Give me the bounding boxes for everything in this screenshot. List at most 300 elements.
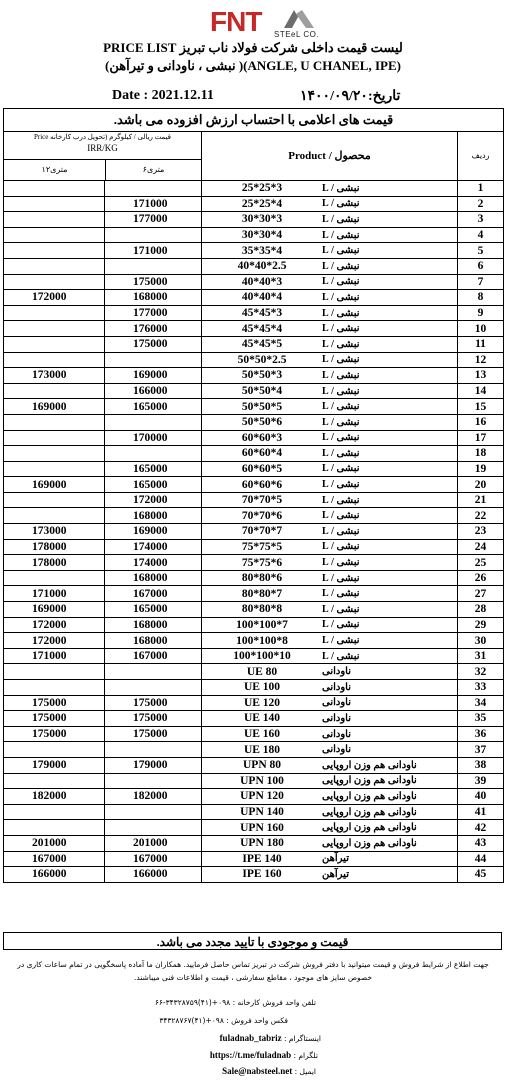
table-row bbox=[4, 696, 503, 712]
type-cell: نبشی / L bbox=[322, 290, 458, 305]
price-12m-cell bbox=[4, 820, 105, 835]
price-6m-cell bbox=[105, 415, 202, 430]
price-6m-cell: 174000 bbox=[105, 540, 202, 555]
price-6m-cell: 170000 bbox=[105, 431, 202, 446]
type-cell: ناودانی bbox=[322, 711, 458, 726]
price-6m-cell: 167000 bbox=[105, 586, 202, 601]
date-en: Date : 2021.12.11 bbox=[112, 88, 214, 103]
row-number-cell: 35 bbox=[474, 712, 487, 725]
table-row bbox=[4, 337, 503, 353]
size-cell: IPE 140 bbox=[242, 852, 282, 865]
size-cell: 40*40*3 bbox=[241, 275, 283, 288]
size-cell: 30*30*4 bbox=[241, 229, 283, 242]
price-6m-cell: 175000 bbox=[105, 696, 202, 711]
price-6m-cell: 171000 bbox=[105, 197, 202, 212]
price-6m-cell: 177000 bbox=[105, 212, 202, 227]
table-row bbox=[4, 852, 503, 868]
row-number-cell: 23 bbox=[474, 525, 487, 538]
row-number-cell: 16 bbox=[474, 416, 487, 429]
row-number-cell: 3 bbox=[477, 213, 484, 226]
table-row bbox=[4, 680, 503, 696]
price-6m-cell: 182000 bbox=[105, 789, 202, 804]
size-cell: UPN 80 bbox=[242, 759, 281, 772]
price-6m-cell bbox=[105, 181, 202, 196]
row-number-cell: 17 bbox=[474, 431, 487, 444]
price-12m-cell: 178000 bbox=[4, 540, 105, 555]
footer-note-line1: جهت اطلاع از شرایط فروش و قیمت میتوانید با دفتر فروش شرکت در تبریز تماس حاصل فرمایید. همکاران ما آماده پاسخگویی در تمام ساعات کاری در bbox=[17, 960, 489, 969]
table-row bbox=[4, 508, 503, 524]
price-12m-cell bbox=[4, 571, 105, 586]
size-cell: 70*70*6 bbox=[241, 509, 283, 522]
price-12m-cell: 166000 bbox=[4, 867, 105, 882]
price-12m-cell: 171000 bbox=[4, 649, 105, 664]
size-cell: 25*25*4 bbox=[241, 197, 283, 210]
footer-note bbox=[8, 958, 498, 984]
size-cell: UPN 100 bbox=[240, 774, 284, 787]
size-cell: 45*45*4 bbox=[241, 322, 283, 335]
type-cell: نبشی / L bbox=[322, 321, 458, 336]
type-cell: نبشی / L bbox=[322, 493, 458, 508]
row-number-cell: 43 bbox=[474, 837, 487, 850]
price-6m-cell: 167000 bbox=[105, 649, 202, 664]
row-number-cell: 6 bbox=[477, 260, 484, 273]
price-6m-cell bbox=[105, 259, 202, 274]
type-cell: نبشی / L bbox=[322, 571, 458, 586]
table-row bbox=[4, 446, 503, 462]
logo-subtext: STEeL CO. bbox=[274, 30, 320, 39]
type-cell: ناودانی هم وزن اروپایی bbox=[322, 820, 458, 835]
row-number-cell: 5 bbox=[477, 244, 484, 257]
price-12m-cell: 172000 bbox=[4, 290, 105, 305]
page-subtitle: (ANGLE, U CHANEL, IPE)( نبشی ، ناودانی و تیرآهن) bbox=[105, 58, 401, 73]
row-number-cell: 31 bbox=[474, 650, 487, 663]
price-6m-cell: 179000 bbox=[105, 758, 202, 773]
size-cell: UPN 180 bbox=[240, 837, 284, 850]
price-12m-cell: 175000 bbox=[4, 696, 105, 711]
table-row bbox=[4, 415, 503, 431]
price-12m-cell bbox=[4, 306, 105, 321]
row-number-cell: 10 bbox=[474, 322, 487, 335]
price-12m-cell: 171000 bbox=[4, 586, 105, 601]
row-number-cell: 21 bbox=[474, 494, 487, 507]
price-6m-cell: 177000 bbox=[105, 306, 202, 321]
type-cell: ناودانی هم وزن اروپایی bbox=[322, 774, 458, 789]
row-number-cell: 22 bbox=[474, 509, 487, 522]
type-cell: نبشی / L bbox=[322, 602, 458, 617]
price-6m-cell: 165000 bbox=[105, 477, 202, 492]
price-6m-cell: 166000 bbox=[105, 867, 202, 882]
product-header: Product / محصول bbox=[202, 132, 458, 180]
row-number-cell: 37 bbox=[474, 743, 487, 756]
price-6m-cell: 171000 bbox=[105, 243, 202, 258]
row-number-cell: 45 bbox=[474, 868, 487, 881]
type-cell: نبشی / L bbox=[322, 368, 458, 383]
size-cell: 50*50*4 bbox=[241, 385, 283, 398]
table-row bbox=[4, 742, 503, 758]
table-header bbox=[4, 132, 503, 181]
type-cell: نبشی / L bbox=[322, 633, 458, 648]
table-row bbox=[4, 477, 503, 493]
row-number-cell: 9 bbox=[477, 307, 484, 320]
size-cell: 75*75*6 bbox=[241, 556, 283, 569]
price-12m-cell: 173000 bbox=[4, 524, 105, 539]
type-cell: نبشی / L bbox=[322, 353, 458, 368]
table-row bbox=[4, 493, 503, 509]
type-cell: نبشی / L bbox=[322, 337, 458, 352]
price-12m-cell bbox=[4, 431, 105, 446]
email-label: ایمیل : bbox=[294, 1067, 316, 1076]
table-row bbox=[4, 259, 503, 275]
price-header bbox=[4, 132, 202, 180]
type-cell: تیرآهن bbox=[322, 867, 458, 882]
price-6m-cell: 166000 bbox=[105, 384, 202, 399]
size-cell: 100*100*10 bbox=[233, 650, 291, 663]
size-cell: 80*80*7 bbox=[241, 587, 283, 600]
type-cell: نبشی / L bbox=[322, 212, 458, 227]
type-cell: نبشی / L bbox=[322, 181, 458, 196]
type-cell: ناودانی bbox=[322, 696, 458, 711]
row-number-cell: 4 bbox=[477, 229, 484, 242]
price-6m-cell bbox=[105, 446, 202, 461]
factory-phone-value: ۰۹۸+(۴۱)۳۴۳۲۸۷۵۹-۶۶ bbox=[154, 998, 231, 1007]
table-row bbox=[4, 758, 503, 774]
size-cell: 100*100*7 bbox=[236, 618, 288, 631]
price-12m-cell bbox=[4, 493, 105, 508]
price-6m-cell: 165000 bbox=[105, 462, 202, 477]
table-row bbox=[4, 228, 503, 244]
footer-note-line2: خصوص سایز های موجود ، مقاطع سفارشی ، قیمت و اطلاعات فنی میباشند. bbox=[133, 973, 373, 982]
price-6m-cell: 175000 bbox=[105, 337, 202, 352]
price-6m-cell: 168000 bbox=[105, 508, 202, 523]
size-cell: 45*45*5 bbox=[241, 338, 283, 351]
size-cell: 80*80*8 bbox=[241, 603, 283, 616]
price-12m-cell bbox=[4, 243, 105, 258]
price-unit: IRR/KG bbox=[87, 143, 118, 153]
row-number-cell: 34 bbox=[474, 696, 487, 709]
type-cell: نبشی / L bbox=[322, 259, 458, 274]
row-number-cell: 42 bbox=[474, 821, 487, 834]
type-cell: نبشی / L bbox=[322, 197, 458, 212]
price-12m-cell: 182000 bbox=[4, 789, 105, 804]
telegram bbox=[210, 1050, 318, 1060]
logo-mark-icon bbox=[280, 8, 316, 30]
table-row bbox=[4, 555, 503, 571]
fax-value: ۰۹۸+(۴۱)۳۴۳۲۸۷۶۷ bbox=[159, 1016, 224, 1025]
type-cell: نبشی / L bbox=[322, 618, 458, 633]
price-12m-cell bbox=[4, 446, 105, 461]
fax bbox=[159, 1016, 288, 1025]
header-6m: ۶متری bbox=[142, 165, 165, 174]
price-12m-cell: 201000 bbox=[4, 836, 105, 851]
type-cell: نبشی / L bbox=[322, 431, 458, 446]
table-row bbox=[4, 431, 503, 447]
price-12m-cell bbox=[4, 680, 105, 695]
size-cell: UE 100 bbox=[243, 681, 281, 694]
price-12m-cell bbox=[4, 275, 105, 290]
price-12m-cell bbox=[4, 384, 105, 399]
type-cell: تیرآهن bbox=[322, 852, 458, 867]
table-row bbox=[4, 836, 503, 852]
table-row bbox=[4, 353, 503, 369]
price-6m-cell: 165000 bbox=[105, 602, 202, 617]
row-number-cell: 24 bbox=[474, 540, 487, 553]
price-12m-cell: 167000 bbox=[4, 852, 105, 867]
price-6m-cell bbox=[105, 228, 202, 243]
row-number-cell: 29 bbox=[474, 618, 487, 631]
row-number-cell: 25 bbox=[474, 556, 487, 569]
price-6m-cell: 167000 bbox=[105, 852, 202, 867]
row-number-cell: 41 bbox=[474, 806, 487, 819]
table-body bbox=[4, 181, 503, 883]
row-number-cell: 8 bbox=[477, 291, 484, 304]
table-row bbox=[4, 711, 503, 727]
price-6m-cell: 165000 bbox=[105, 399, 202, 414]
email bbox=[222, 1066, 316, 1076]
table-row bbox=[4, 727, 503, 743]
row-header: ردیف bbox=[471, 151, 490, 160]
row-number-cell: 36 bbox=[474, 728, 487, 741]
type-cell: نبشی / L bbox=[322, 555, 458, 570]
size-cell: 70*70*7 bbox=[241, 525, 283, 538]
price-12m-cell: 169000 bbox=[4, 399, 105, 414]
table-row bbox=[4, 212, 503, 228]
price-6m-cell: 172000 bbox=[105, 493, 202, 508]
row-number-cell: 28 bbox=[474, 603, 487, 616]
size-cell: 60*60*4 bbox=[241, 447, 283, 460]
size-cell: 35*35*4 bbox=[241, 244, 283, 257]
price-12m-cell bbox=[4, 197, 105, 212]
price-6m-cell bbox=[105, 353, 202, 368]
size-cell: 80*80*6 bbox=[241, 572, 283, 585]
size-cell: 50*50*6 bbox=[241, 416, 283, 429]
row-number-cell: 27 bbox=[474, 587, 487, 600]
price-6m-cell: 168000 bbox=[105, 618, 202, 633]
price-6m-cell: 176000 bbox=[105, 321, 202, 336]
size-cell: 30*30*3 bbox=[241, 213, 283, 226]
type-cell: نبشی / L bbox=[322, 524, 458, 539]
type-cell: نبشی / L bbox=[322, 384, 458, 399]
table-row bbox=[4, 384, 503, 400]
price-6m-cell: 168000 bbox=[105, 290, 202, 305]
size-cell: 60*60*6 bbox=[241, 478, 283, 491]
row-number-cell: 30 bbox=[474, 634, 487, 647]
table-row bbox=[4, 571, 503, 587]
price-12m-cell: 169000 bbox=[4, 477, 105, 492]
price-12m-cell bbox=[4, 321, 105, 336]
price-12m-cell bbox=[4, 337, 105, 352]
size-cell: 50*50*2.5 bbox=[237, 353, 287, 366]
row-number-cell: 7 bbox=[477, 275, 484, 288]
price-6m-cell bbox=[105, 805, 202, 820]
table-row bbox=[4, 602, 503, 618]
price-12m-cell: 178000 bbox=[4, 555, 105, 570]
size-cell: 50*50*3 bbox=[241, 369, 283, 382]
size-cell: 40*40*4 bbox=[241, 291, 283, 304]
table-row bbox=[4, 524, 503, 540]
price-6m-cell bbox=[105, 742, 202, 757]
type-cell: ناودانی هم وزن اروپایی bbox=[322, 758, 458, 773]
size-cell: 45*45*3 bbox=[241, 307, 283, 320]
table-row bbox=[4, 462, 503, 478]
table-row bbox=[4, 586, 503, 602]
telegram-link[interactable]: https://t.me/fuladnab bbox=[209, 1050, 292, 1060]
price-12m-cell bbox=[4, 415, 105, 430]
size-cell: 70*70*5 bbox=[241, 494, 283, 507]
size-cell: UPN 160 bbox=[240, 821, 284, 834]
type-cell: ناودانی هم وزن اروپایی bbox=[322, 836, 458, 851]
company-logo bbox=[210, 6, 320, 40]
price-12m-cell: 175000 bbox=[4, 727, 105, 742]
size-cell: UE 140 bbox=[243, 712, 281, 725]
row-number-cell: 39 bbox=[474, 774, 487, 787]
price-12m-cell bbox=[4, 259, 105, 274]
type-cell: ناودانی هم وزن اروپایی bbox=[322, 789, 458, 804]
type-cell: نبشی / L bbox=[322, 586, 458, 601]
price-12m-cell bbox=[4, 228, 105, 243]
type-cell: نبشی / L bbox=[322, 508, 458, 523]
price-6m-cell: 175000 bbox=[105, 711, 202, 726]
type-cell: ناودانی bbox=[322, 742, 458, 757]
date-fa: تاریخ:۱۴۰۰/۰۹/۲۰ bbox=[300, 89, 401, 104]
type-cell: نبشی / L bbox=[322, 399, 458, 414]
price-12m-cell: 172000 bbox=[4, 633, 105, 648]
price-12m-cell bbox=[4, 462, 105, 477]
type-cell: ناودانی bbox=[322, 664, 458, 679]
table-row bbox=[4, 774, 503, 790]
row-number-cell: 40 bbox=[474, 790, 487, 803]
table-row bbox=[4, 197, 503, 213]
price-6m-cell: 175000 bbox=[105, 275, 202, 290]
price-12m-cell bbox=[4, 774, 105, 789]
size-cell: UPN 140 bbox=[240, 806, 284, 819]
price-6m-cell bbox=[105, 680, 202, 695]
price-12m-cell bbox=[4, 353, 105, 368]
size-cell: UE 180 bbox=[243, 743, 281, 756]
instagram-label: اینستاگرام : bbox=[283, 1034, 321, 1043]
type-cell: نبشی / L bbox=[322, 243, 458, 258]
size-cell: UE 120 bbox=[243, 696, 281, 709]
type-cell: نبشی / L bbox=[322, 540, 458, 555]
row-number-cell: 44 bbox=[474, 852, 487, 865]
row-number-cell: 12 bbox=[474, 353, 487, 366]
price-12m-cell bbox=[4, 508, 105, 523]
table-row bbox=[4, 649, 503, 665]
row-number-cell: 20 bbox=[474, 478, 487, 491]
size-cell: 60*60*5 bbox=[241, 462, 283, 475]
row-number-cell: 18 bbox=[474, 447, 487, 460]
type-cell: نبشی / L bbox=[322, 275, 458, 290]
header-12m: ۱۲متری bbox=[4, 160, 106, 180]
row-number-cell: 2 bbox=[477, 197, 484, 210]
factory-phone bbox=[155, 998, 316, 1007]
row-number-cell: 26 bbox=[474, 572, 487, 585]
price-12m-cell bbox=[4, 212, 105, 227]
logo-text: FNT bbox=[210, 6, 262, 37]
size-cell: IPE 160 bbox=[242, 868, 282, 881]
type-cell: ناودانی هم وزن اروپایی bbox=[322, 805, 458, 820]
table-row bbox=[4, 368, 503, 384]
price-12m-cell: 169000 bbox=[4, 602, 105, 617]
table-row bbox=[4, 820, 503, 836]
instagram bbox=[220, 1033, 321, 1043]
type-cell: نبشی / L bbox=[322, 228, 458, 243]
table-row bbox=[4, 867, 503, 883]
row-number-cell: 13 bbox=[474, 369, 487, 382]
type-cell: نبشی / L bbox=[322, 446, 458, 461]
price-6m-cell: 175000 bbox=[105, 727, 202, 742]
price-12m-cell: 172000 bbox=[4, 618, 105, 633]
price-6m-cell bbox=[105, 664, 202, 679]
email-link[interactable]: Sale@nabsteel.net bbox=[222, 1066, 293, 1076]
table-row bbox=[4, 321, 503, 337]
table-row bbox=[4, 181, 503, 197]
type-cell: نبشی / L bbox=[322, 477, 458, 492]
table-row bbox=[4, 290, 503, 306]
size-cell: 50*50*5 bbox=[241, 400, 283, 413]
size-cell: UE 160 bbox=[243, 728, 281, 741]
type-cell: نبشی / L bbox=[322, 415, 458, 430]
row-number-cell: 38 bbox=[474, 759, 487, 772]
vat-note: قیمت های اعلامی با احتساب ارزش افزوده می باشد. bbox=[4, 109, 503, 132]
table-row bbox=[4, 805, 503, 821]
type-cell: نبشی / L bbox=[322, 462, 458, 477]
confirm-note: قیمت و موجودی با تایید مجدد می باشد. bbox=[3, 932, 502, 950]
row-number-cell: 1 bbox=[477, 182, 484, 195]
table-row bbox=[4, 789, 503, 805]
table-row bbox=[4, 540, 503, 556]
table-row bbox=[4, 275, 503, 291]
type-cell: ناودانی bbox=[322, 727, 458, 742]
price-12m-cell bbox=[4, 181, 105, 196]
price-table bbox=[3, 108, 504, 883]
price-12m-cell: 175000 bbox=[4, 711, 105, 726]
row-number-cell: 19 bbox=[474, 462, 487, 475]
table-row bbox=[4, 399, 503, 415]
price-6m-cell: 201000 bbox=[105, 836, 202, 851]
row-number-cell: 33 bbox=[474, 681, 487, 694]
size-cell: 60*60*3 bbox=[241, 431, 283, 444]
size-cell: UE 80 bbox=[246, 665, 278, 678]
telegram-label: تلگرام : bbox=[293, 1051, 318, 1060]
row-number-cell: 15 bbox=[474, 400, 487, 413]
size-cell: 40*40*2.5 bbox=[237, 260, 287, 273]
price-note: قیمت ریالی / کیلوگرم (تحویل درب کارخانه Price bbox=[33, 133, 172, 141]
price-6m-cell: 169000 bbox=[105, 524, 202, 539]
price-6m-cell: 174000 bbox=[105, 555, 202, 570]
table-row bbox=[4, 664, 503, 680]
type-cell: ناودانی bbox=[322, 680, 458, 695]
row-number-cell: 11 bbox=[475, 338, 486, 351]
row-number-cell: 14 bbox=[474, 385, 487, 398]
price-12m-cell bbox=[4, 664, 105, 679]
instagram-link[interactable]: fuladnab_tabriz bbox=[219, 1033, 282, 1043]
page-title: لیست قیمت داخلی شرکت فولاد ناب تبریز PRICE LIST bbox=[103, 40, 403, 55]
table-row bbox=[4, 306, 503, 322]
price-6m-cell: 169000 bbox=[105, 368, 202, 383]
price-6m-cell: 168000 bbox=[105, 633, 202, 648]
price-6m-cell bbox=[105, 820, 202, 835]
price-6m-cell: 168000 bbox=[105, 571, 202, 586]
fax-label: فکس واحد فروش : bbox=[226, 1016, 288, 1025]
table-row bbox=[4, 618, 503, 634]
row-number-cell: 32 bbox=[474, 665, 487, 678]
factory-phone-label: تلفن واحد فروش کارخانه : bbox=[232, 998, 316, 1007]
table-row bbox=[4, 633, 503, 649]
table-row bbox=[4, 243, 503, 259]
price-6m-cell bbox=[105, 774, 202, 789]
price-12m-cell: 173000 bbox=[4, 368, 105, 383]
size-cell: UPN 120 bbox=[240, 790, 284, 803]
